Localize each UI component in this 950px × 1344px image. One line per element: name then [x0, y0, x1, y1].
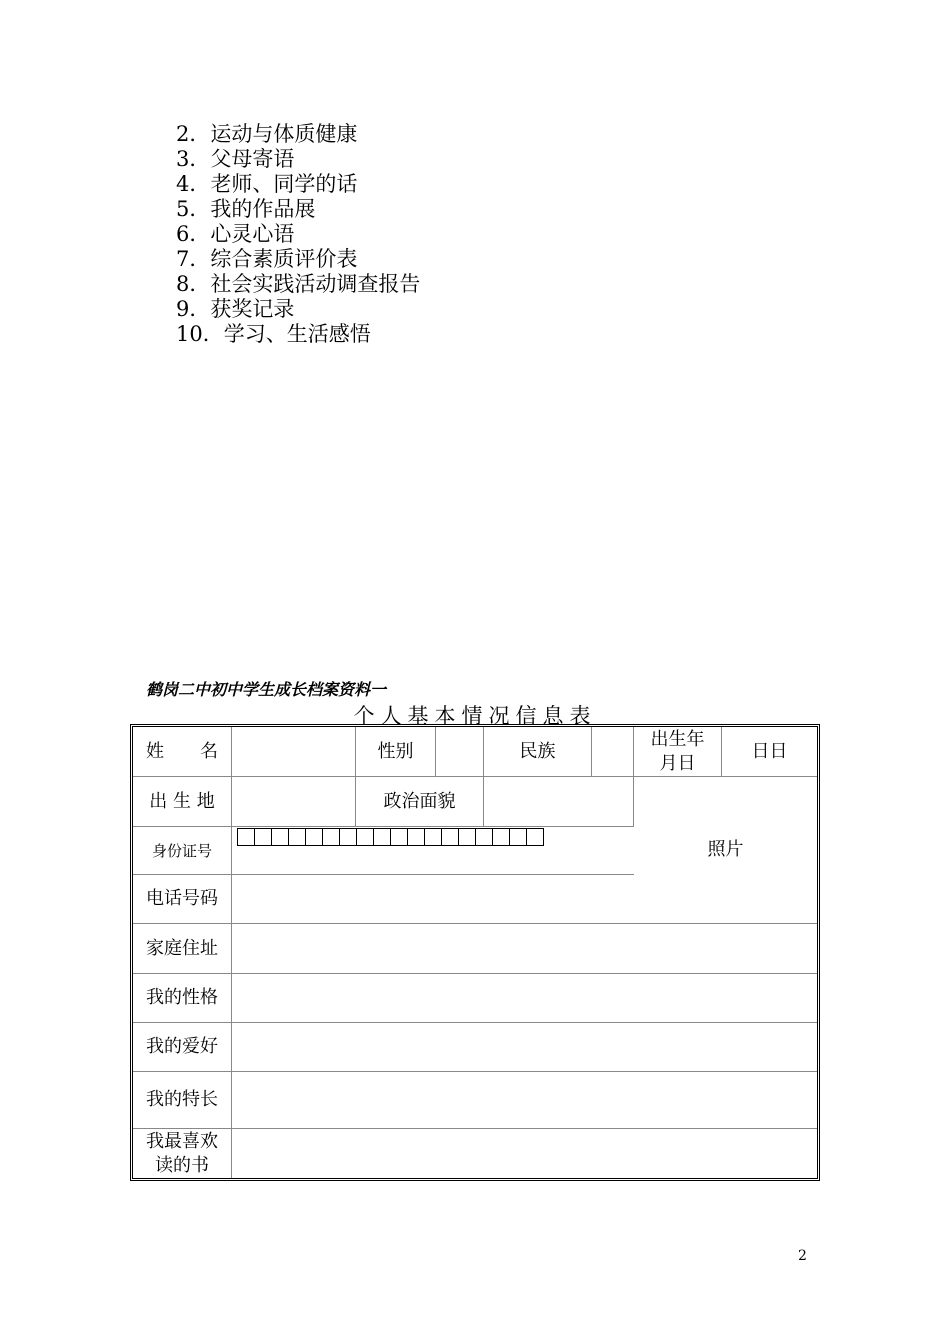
name-field[interactable] — [232, 727, 356, 777]
personal-info-form — [130, 724, 820, 1181]
form-title: 个人基本情况信息表 — [353, 704, 597, 728]
id-digit-box[interactable] — [390, 828, 408, 846]
hobby-label: 我的爱好 — [133, 1023, 232, 1072]
specialty-label: 我的特长 — [133, 1072, 232, 1129]
id-digit-box[interactable] — [373, 828, 391, 846]
birthplace-field[interactable] — [232, 777, 356, 827]
contents-item: 7．综合素质评价表 — [176, 247, 358, 271]
id-digit-box[interactable] — [288, 828, 306, 846]
birth-date-field[interactable]: 日日 — [722, 727, 817, 777]
favorite-book-label — [133, 1129, 232, 1178]
id-digit-boxes — [238, 828, 634, 846]
id-digit-box[interactable] — [254, 828, 272, 846]
photo-area[interactable]: 照片 — [634, 777, 817, 924]
contents-item: 9．获奖记录 — [176, 297, 295, 321]
ethnicity-field[interactable] — [592, 727, 634, 777]
contents-item: 8．社会实践活动调查报告 — [176, 272, 421, 296]
contents-item: 6．心灵心语 — [176, 222, 295, 246]
id-number-label: 身份证号 — [133, 827, 232, 875]
birthplace-label: 出 生 地 — [133, 777, 232, 827]
name-label: 姓 名 — [133, 727, 232, 777]
id-digit-box[interactable] — [271, 828, 289, 846]
specialty-field[interactable] — [232, 1072, 817, 1129]
birth-date-label-line1: 出生年 — [650, 728, 705, 750]
personality-label: 我的性格 — [133, 974, 232, 1023]
contents-item: 5．我的作品展 — [176, 197, 316, 221]
id-digit-box[interactable] — [424, 828, 442, 846]
favorite-book-field[interactable] — [232, 1129, 817, 1178]
hobby-field[interactable] — [232, 1023, 817, 1072]
id-digit-box[interactable] — [526, 828, 544, 846]
contents-item: 10．学习、生活感悟 — [176, 322, 371, 346]
id-digit-box[interactable] — [305, 828, 323, 846]
id-digit-box[interactable] — [407, 828, 425, 846]
document-subtitle: 鹤岗二中初中学生成长档案资料一 — [146, 680, 387, 699]
political-status-field[interactable] — [484, 777, 634, 827]
address-label: 家庭住址 — [133, 924, 232, 974]
id-digit-box[interactable] — [509, 828, 527, 846]
contents-item: 3．父母寄语 — [176, 147, 295, 171]
id-digit-box[interactable] — [339, 828, 357, 846]
id-number-field[interactable] — [232, 827, 634, 875]
political-status-label: 政治面貌 — [356, 777, 484, 827]
favorite-book-label-line2: 读的书 — [155, 1154, 209, 1176]
gender-label: 性别 — [356, 727, 436, 777]
favorite-book-label-line1: 我最喜欢 — [146, 1130, 218, 1152]
contents-list — [176, 122, 420, 347]
address-field[interactable] — [232, 924, 817, 974]
page-number: 2 — [798, 1248, 807, 1264]
contents-item: 2．运动与体质健康 — [176, 122, 358, 146]
ethnicity-label: 民族 — [484, 727, 592, 777]
birth-date-label — [634, 727, 722, 777]
id-digit-box[interactable] — [492, 828, 510, 846]
contents-item: 4．老师、同学的话 — [176, 172, 358, 196]
id-digit-box[interactable] — [441, 828, 459, 846]
phone-label: 电话号码 — [133, 875, 232, 924]
id-digit-box[interactable] — [458, 828, 476, 846]
birth-date-label-line2: 月日 — [659, 752, 696, 774]
personality-field[interactable] — [232, 974, 817, 1023]
id-digit-box[interactable] — [237, 828, 255, 846]
id-digit-box[interactable] — [322, 828, 340, 846]
phone-field[interactable] — [232, 875, 634, 924]
id-digit-box[interactable] — [475, 828, 493, 846]
id-digit-box[interactable] — [356, 828, 374, 846]
gender-field[interactable] — [436, 727, 484, 777]
